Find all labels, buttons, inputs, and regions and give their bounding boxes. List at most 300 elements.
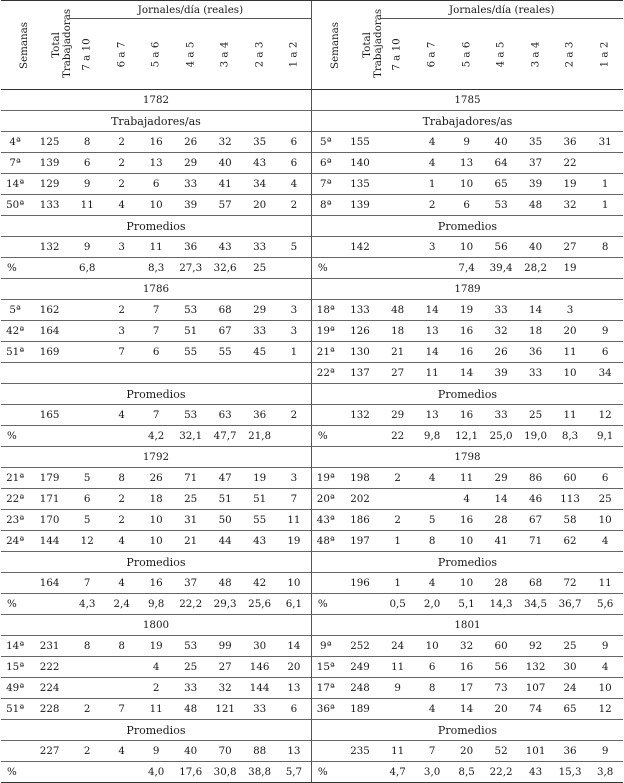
percent-cell: 28,2: [518, 258, 552, 279]
week-cell: 22ª: [311, 363, 339, 384]
header-row: [1, 1, 623, 19]
value-cell: 10: [587, 510, 623, 531]
week-cell: 36ª: [311, 699, 339, 720]
value-cell: 7: [104, 699, 138, 720]
total-cell: 249: [340, 657, 381, 678]
total-cell: 139: [340, 195, 381, 216]
percent-cell: 32,6: [208, 258, 242, 279]
average-cell: 11: [587, 573, 623, 594]
percent-cell: 3,8: [587, 762, 623, 783]
value-cell: 58: [553, 510, 587, 531]
value-cell: 34: [242, 174, 276, 195]
value-cell: 19: [449, 300, 483, 321]
range-header-cell: [277, 19, 312, 90]
range-header-text: 7 a 10: [391, 38, 404, 71]
value-cell: 11: [380, 657, 414, 678]
average-cell: 40: [518, 237, 552, 258]
value-cell: 29: [242, 300, 276, 321]
week-cell: 14ª: [1, 636, 29, 657]
workers-label: Trabajadores/as: [311, 111, 623, 132]
value-cell: 51: [242, 489, 276, 510]
week-cell: 5ª: [311, 132, 339, 153]
percent-cell: 25: [242, 258, 276, 279]
value-cell: 26: [173, 132, 207, 153]
average-cell: 11: [139, 237, 173, 258]
total-cell: 129: [29, 174, 70, 195]
average-cell: 4: [415, 573, 449, 594]
average-row: [1, 405, 623, 426]
week-cell: 20ª: [311, 489, 339, 510]
average-cell: 12: [587, 405, 623, 426]
percent-cell: 3,0: [415, 762, 449, 783]
value-cell: 2: [104, 153, 138, 174]
percent-cell: 0,5: [380, 594, 414, 615]
value-cell: [208, 363, 242, 384]
value-cell: 4: [587, 657, 623, 678]
value-cell: 29: [173, 153, 207, 174]
value-cell: 25: [553, 636, 587, 657]
range-header-text: 3 a 4: [218, 41, 231, 68]
value-cell: 19: [242, 468, 276, 489]
table-row: [1, 174, 623, 195]
weeks-header-text: Semanas: [328, 21, 341, 70]
value-cell: 18: [380, 321, 414, 342]
weeks-header-text: Semanas: [18, 21, 31, 70]
total-cell: 164: [29, 321, 70, 342]
total-cell: 248: [340, 678, 381, 699]
value-cell: 10: [449, 174, 483, 195]
average-cell: 56: [484, 237, 518, 258]
average-cell: [1, 573, 29, 594]
value-cell: 2: [380, 468, 414, 489]
average-cell: 10: [277, 573, 312, 594]
weeks-header: [311, 1, 339, 90]
average-cell: 42: [242, 573, 276, 594]
value-cell: 20: [277, 657, 312, 678]
total-cell: 189: [340, 699, 381, 720]
average-cell: 7: [415, 741, 449, 762]
percent-cell: 30,8: [208, 762, 242, 783]
week-cell: 6ª: [311, 153, 339, 174]
week-cell: 51ª: [1, 699, 29, 720]
total-cell: 169: [29, 342, 70, 363]
range-header-text: 2 a 3: [253, 41, 266, 68]
value-cell: 39: [173, 195, 207, 216]
value-cell: 113: [553, 489, 587, 510]
range-header-cell: [587, 19, 623, 90]
value-cell: 13: [449, 153, 483, 174]
average-row: [1, 573, 623, 594]
value-cell: 11: [415, 363, 449, 384]
averages-label: Promedios: [311, 552, 623, 573]
value-cell: 6: [277, 132, 312, 153]
averages-label: Promedios: [1, 720, 311, 741]
week-cell: 24ª: [1, 531, 29, 552]
range-header-cell: [139, 19, 173, 90]
value-cell: 9: [587, 636, 623, 657]
value-cell: 3: [277, 300, 312, 321]
value-cell: 1: [415, 174, 449, 195]
average-cell: 2: [277, 405, 312, 426]
range-header-cell: [242, 19, 276, 90]
percent-cell: [277, 426, 312, 447]
week-cell: 22ª: [1, 489, 29, 510]
value-cell: 2: [104, 510, 138, 531]
range-header-cell: [208, 19, 242, 90]
percent-cell: 4,3: [70, 594, 104, 615]
value-cell: 11: [553, 342, 587, 363]
value-cell: 33: [242, 699, 276, 720]
total-cell: 252: [340, 636, 381, 657]
week-cell: 48ª: [311, 531, 339, 552]
table-row: [1, 300, 623, 321]
value-cell: 2: [139, 678, 173, 699]
value-cell: 26: [484, 342, 518, 363]
percent-cell: 4,0: [139, 762, 173, 783]
total-cell: 202: [340, 489, 381, 510]
value-cell: 27: [380, 363, 414, 384]
value-cell: 3: [553, 300, 587, 321]
percent-cell: 15,3: [553, 762, 587, 783]
value-cell: 73: [484, 678, 518, 699]
percent-cell: [104, 762, 138, 783]
value-cell: 6: [70, 153, 104, 174]
averages-label-row: [1, 216, 623, 237]
average-cell: 63: [208, 405, 242, 426]
value-cell: 21: [173, 531, 207, 552]
averages-label: Promedios: [311, 216, 623, 237]
week-cell: 5ª: [1, 300, 29, 321]
percent-label: %: [311, 762, 339, 783]
year-label: 1801: [311, 615, 623, 636]
value-cell: 71: [518, 531, 552, 552]
week-cell: 15ª: [1, 657, 29, 678]
percent-cell: [70, 762, 104, 783]
percent-cell: 43: [518, 762, 552, 783]
year-label: 1782: [1, 90, 311, 111]
total-cell: 133: [340, 300, 381, 321]
value-cell: 31: [587, 132, 623, 153]
total-cell: 144: [29, 531, 70, 552]
wage-table: [1, 0, 623, 783]
table-row: [1, 699, 623, 720]
total-cell: 179: [29, 468, 70, 489]
table-row: [1, 636, 623, 657]
percent-cell: 34,5: [518, 594, 552, 615]
value-cell: 44: [208, 531, 242, 552]
average-cell: 27: [553, 237, 587, 258]
value-cell: 62: [553, 531, 587, 552]
value-cell: [70, 657, 104, 678]
value-cell: 10: [139, 195, 173, 216]
average-cell: 4: [104, 405, 138, 426]
average-cell: 37: [173, 573, 207, 594]
value-cell: 7: [104, 342, 138, 363]
value-cell: 24: [553, 678, 587, 699]
average-cell: [1, 741, 29, 762]
value-cell: 8: [415, 531, 449, 552]
percent-cell: [587, 258, 623, 279]
average-cell: 68: [518, 573, 552, 594]
total-cell: 197: [340, 531, 381, 552]
value-cell: 10: [553, 363, 587, 384]
percent-row: [1, 258, 623, 279]
table-body: [1, 90, 623, 783]
percent-row: [1, 594, 623, 615]
year-label: 1798: [311, 447, 623, 468]
average-cell: 8: [587, 237, 623, 258]
range-header-cell: [415, 19, 449, 90]
value-cell: 65: [553, 699, 587, 720]
average-cell: 142: [340, 237, 381, 258]
percent-cell: 36,7: [553, 594, 587, 615]
week-cell: 9ª: [311, 636, 339, 657]
value-cell: 1: [277, 342, 312, 363]
range-header-cell: [553, 19, 587, 90]
value-cell: 41: [208, 174, 242, 195]
value-cell: [173, 363, 207, 384]
percent-cell: 8,3: [139, 258, 173, 279]
week-cell: 17ª: [311, 678, 339, 699]
value-cell: 14: [277, 636, 312, 657]
value-cell: 51: [208, 489, 242, 510]
value-cell: 1: [587, 195, 623, 216]
percent-cell: [340, 426, 381, 447]
value-cell: 4: [449, 489, 483, 510]
average-cell: 11: [380, 741, 414, 762]
value-cell: 37: [518, 153, 552, 174]
value-cell: 7: [139, 321, 173, 342]
total-cell: 137: [340, 363, 381, 384]
value-cell: 32: [553, 195, 587, 216]
average-cell: 13: [415, 405, 449, 426]
value-cell: 18: [139, 489, 173, 510]
value-cell: 67: [518, 510, 552, 531]
value-cell: 107: [518, 678, 552, 699]
average-row: [1, 741, 623, 762]
week-cell: 42ª: [1, 321, 29, 342]
total-cell: 125: [29, 132, 70, 153]
value-cell: 19: [139, 636, 173, 657]
value-cell: 9: [70, 174, 104, 195]
value-cell: 5: [70, 468, 104, 489]
percent-cell: 9,1: [587, 426, 623, 447]
percent-cell: 4,7: [380, 762, 414, 783]
week-cell: 21ª: [1, 468, 29, 489]
value-cell: 67: [208, 321, 242, 342]
average-cell: 29: [380, 405, 414, 426]
average-cell: 53: [173, 405, 207, 426]
value-cell: [380, 195, 414, 216]
range-header-cell: [70, 19, 104, 90]
percent-cell: 25,0: [484, 426, 518, 447]
value-cell: 1: [380, 531, 414, 552]
range-header-cell: [518, 19, 552, 90]
average-cell: 70: [208, 741, 242, 762]
value-cell: 4: [415, 153, 449, 174]
percent-cell: 17,6: [173, 762, 207, 783]
average-cell: 48: [208, 573, 242, 594]
percent-cell: [29, 426, 70, 447]
value-cell: [277, 363, 312, 384]
value-cell: 43: [242, 531, 276, 552]
value-cell: 12: [70, 531, 104, 552]
value-cell: 4: [587, 531, 623, 552]
value-cell: 8: [70, 132, 104, 153]
range-header-cell: [380, 19, 414, 90]
value-cell: 7: [277, 489, 312, 510]
average-cell: 9: [70, 237, 104, 258]
average-cell: 1: [380, 573, 414, 594]
value-cell: 2: [380, 510, 414, 531]
total-cell: 130: [340, 342, 381, 363]
percent-cell: [340, 594, 381, 615]
range-header-text: 3 a 4: [529, 41, 542, 68]
workers-label: Trabajadores/as: [1, 111, 311, 132]
week-cell: 7ª: [1, 153, 29, 174]
value-cell: [380, 699, 414, 720]
percent-label: %: [311, 258, 339, 279]
value-cell: 55: [242, 510, 276, 531]
percent-cell: 47,7: [208, 426, 242, 447]
value-cell: 99: [208, 636, 242, 657]
average-cell: 7: [70, 573, 104, 594]
value-cell: 57: [208, 195, 242, 216]
week-cell: 15ª: [311, 657, 339, 678]
value-cell: [139, 363, 173, 384]
percent-cell: 22: [380, 426, 414, 447]
value-cell: 33: [173, 174, 207, 195]
average-cell: 43: [208, 237, 242, 258]
value-cell: [104, 363, 138, 384]
value-cell: 5: [70, 510, 104, 531]
percent-row: [1, 426, 623, 447]
total-cell: 228: [29, 699, 70, 720]
week-cell: [1, 363, 29, 384]
average-cell: 33: [484, 405, 518, 426]
average-cell: 16: [139, 573, 173, 594]
average-cell: 11: [553, 405, 587, 426]
average-cell: 72: [553, 573, 587, 594]
year-label: 1792: [1, 447, 311, 468]
value-cell: 6: [415, 657, 449, 678]
percent-cell: 12,1: [449, 426, 483, 447]
week-cell: 19ª: [311, 321, 339, 342]
value-cell: 32: [208, 678, 242, 699]
value-cell: 30: [242, 636, 276, 657]
value-cell: 18: [518, 321, 552, 342]
percent-cell: 38,8: [242, 762, 276, 783]
value-cell: 40: [208, 153, 242, 174]
week-cell: 8ª: [311, 195, 339, 216]
value-cell: 20: [242, 195, 276, 216]
value-cell: 53: [173, 300, 207, 321]
averages-label: Promedios: [1, 384, 311, 405]
range-header-cell: [449, 19, 483, 90]
total-header-text: Total Trabajadoras: [360, 8, 384, 78]
value-cell: 16: [449, 510, 483, 531]
value-cell: 25: [173, 657, 207, 678]
value-cell: 33: [242, 321, 276, 342]
percent-cell: 14,3: [484, 594, 518, 615]
average-cell: 13: [277, 741, 312, 762]
percent-cell: [340, 762, 381, 783]
value-cell: 19: [277, 531, 312, 552]
average-cell: [380, 237, 414, 258]
range-header-text: 4 a 5: [494, 41, 507, 68]
value-cell: 35: [518, 132, 552, 153]
year-label: 1800: [1, 615, 311, 636]
percent-cell: [104, 426, 138, 447]
value-cell: 14: [484, 489, 518, 510]
value-cell: 13: [415, 321, 449, 342]
average-cell: 36: [242, 405, 276, 426]
percent-label: %: [1, 762, 29, 783]
week-cell: 4ª: [1, 132, 29, 153]
average-cell: 25: [518, 405, 552, 426]
value-cell: 2: [277, 195, 312, 216]
value-cell: [380, 489, 414, 510]
averages-label-row: [1, 552, 623, 573]
week-cell: 43ª: [311, 510, 339, 531]
value-cell: 71: [173, 468, 207, 489]
value-cell: 14: [449, 363, 483, 384]
value-cell: 3: [277, 468, 312, 489]
value-cell: 40: [484, 132, 518, 153]
value-cell: 19: [553, 174, 587, 195]
value-cell: 68: [208, 300, 242, 321]
average-cell: [311, 741, 339, 762]
average-row: [1, 237, 623, 258]
value-cell: 11: [277, 510, 312, 531]
value-cell: 4: [104, 531, 138, 552]
percent-cell: [104, 258, 138, 279]
value-cell: 2: [104, 300, 138, 321]
average-cell: [311, 237, 339, 258]
table-row: [1, 678, 623, 699]
value-cell: 6: [277, 699, 312, 720]
range-header-text: 7 a 10: [80, 38, 93, 71]
value-cell: 6: [449, 195, 483, 216]
value-cell: 8: [104, 636, 138, 657]
value-cell: 50: [208, 510, 242, 531]
value-cell: 6: [277, 153, 312, 174]
average-cell: 165: [29, 405, 70, 426]
average-cell: 36: [173, 237, 207, 258]
percent-cell: 22,2: [484, 762, 518, 783]
percent-cell: 9,8: [139, 594, 173, 615]
value-cell: 11: [139, 699, 173, 720]
value-cell: 56: [484, 657, 518, 678]
value-cell: 39: [518, 174, 552, 195]
value-cell: 22: [553, 153, 587, 174]
average-cell: 28: [484, 573, 518, 594]
average-cell: 33: [242, 237, 276, 258]
value-cell: 4: [139, 657, 173, 678]
week-cell: 49ª: [1, 678, 29, 699]
value-cell: 16: [139, 132, 173, 153]
average-cell: 3: [104, 237, 138, 258]
value-cell: 35: [242, 132, 276, 153]
total-cell: 198: [340, 468, 381, 489]
value-cell: 60: [484, 636, 518, 657]
value-cell: 8: [415, 678, 449, 699]
total-cell: 135: [340, 174, 381, 195]
value-cell: 10: [139, 531, 173, 552]
value-cell: 3: [104, 321, 138, 342]
value-cell: 121: [208, 699, 242, 720]
value-cell: 13: [139, 153, 173, 174]
